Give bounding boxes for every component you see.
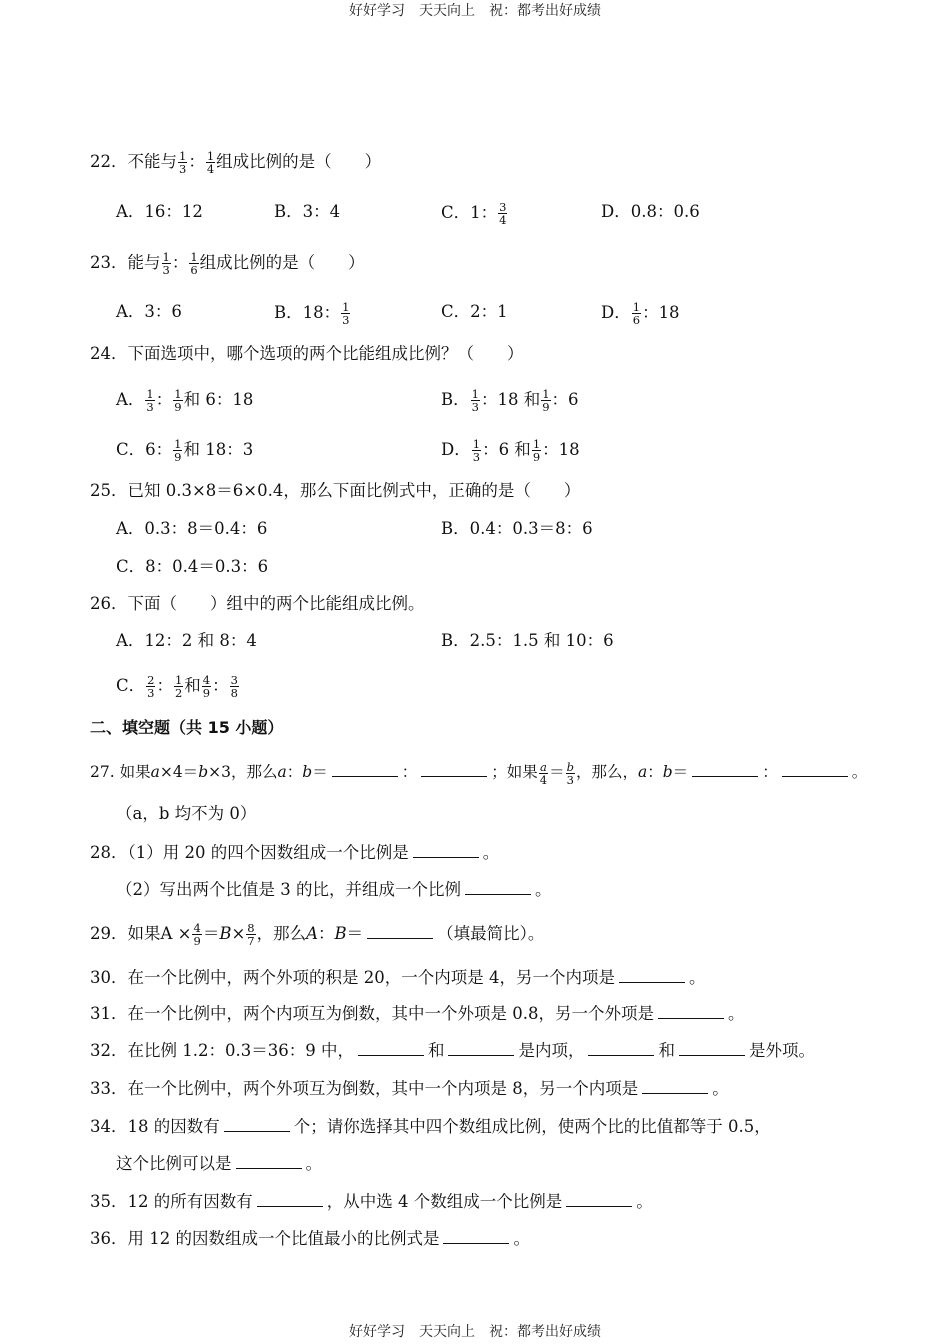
answer-blank[interactable] [588, 1039, 654, 1056]
page-header: 好好学习 天天向上 祝：都考出好成绩 [349, 3, 601, 19]
option-26-b[interactable]: B．2.5：1.5 和 10：6 [441, 631, 614, 650]
question-22: 22．不能与 $\frac{1}{3}$ ： $\frac{1}{4}$ 组成比例的是（ ） [90, 149, 382, 176]
option-24-c[interactable]: C．6： $\frac{1}{9}$ 和 18：3 [116, 437, 254, 464]
option-25-a[interactable]: A．0.3：8＝0.4：6 [116, 519, 268, 538]
page-footer: 好好学习 天天向上 祝：都考出好成绩 [349, 1324, 601, 1340]
option-25-c[interactable]: C．8：0.4＝0.3：6 [116, 557, 269, 576]
answer-blank[interactable] [448, 1039, 514, 1056]
fraction: $\frac{a}{4}$ [539, 759, 548, 787]
fraction: $\frac{1}{9}$ [174, 387, 182, 414]
question-25: 25．已知 0.3×8＝6×0.4，那么下面比例式中，正确的是（ ） [90, 481, 581, 500]
question-31: 31．在一个比例中，两个内项互为倒数，其中一个外项是 0.8，另一个外项是 。 [90, 1004, 745, 1023]
option-22-b[interactable]: B．3：4 [274, 202, 341, 221]
fraction: $\frac{8}{7}$ [247, 921, 255, 948]
option-23-d[interactable]: D． $\frac{1}{6}$ ：18 [601, 300, 680, 327]
answer-blank[interactable] [679, 1039, 745, 1056]
fraction: $\frac{2}{3}$ [147, 673, 155, 700]
answer-blank[interactable] [782, 760, 848, 777]
option-25-b[interactable]: B．0.4：0.3＝8：6 [441, 519, 593, 538]
question-23: 23．能与 $\frac{1}{3}$ ： $\frac{1}{6}$ 组成比例的是（ ） [90, 250, 365, 277]
fraction: $\frac{b}{3}$ [566, 759, 574, 787]
fraction: $\frac{4}{9}$ [193, 921, 201, 948]
question-28-part1: 28．（1）用 20 的四个因数组成一个比例是 。 [90, 843, 500, 862]
fraction: $\frac{1}{9}$ [174, 437, 182, 464]
section-title: 二、填空题（共 15 小题） [90, 718, 284, 737]
option-26-a[interactable]: A．12：2 和 8：4 [116, 631, 257, 650]
fraction: $\frac{1}{3}$ [146, 387, 154, 414]
fraction: $\frac{3}{8}$ [230, 673, 238, 700]
option-23-c[interactable]: C．2：1 [441, 302, 508, 321]
answer-blank[interactable] [236, 1152, 302, 1169]
answer-blank[interactable] [421, 760, 487, 777]
fraction: $\frac{1}{4}$ [206, 149, 215, 176]
fraction: $\frac{1}{6}$ [190, 250, 198, 277]
question-33: 33．在一个比例中，两个外项互为倒数，其中一个内项是 8，另一个内项是 。 [90, 1079, 729, 1098]
answer-blank[interactable] [642, 1077, 708, 1094]
option-24-a[interactable]: A． $\frac{1}{3}$ ： $\frac{1}{9}$ 和 6：18 [116, 387, 254, 414]
question-27: 27. 如果a×4＝b×3，那么a：b＝ ： ；如果 $\frac{a}{4}$ ＝ $\frac{b}{3}$ ，那么，a：b＝ ： 。 [90, 759, 868, 787]
question-35: 35．12 的所有因数有 ，从中选 4 个数组成一个比例是 。 [90, 1192, 653, 1211]
fraction: $\frac{1}{2}$ [174, 673, 183, 700]
fraction: $\frac{4}{9}$ [202, 673, 211, 700]
question-30: 30．在一个比例中，两个外项的积是 20，一个内项是 4，另一个内项是 。 [90, 968, 706, 987]
fraction: $\frac{1}{9}$ [542, 387, 550, 414]
question-27-note: （a，b 均不为 0） [116, 804, 257, 823]
fraction: $\frac{1}{3}$ [471, 387, 479, 414]
answer-blank[interactable] [465, 878, 531, 895]
question-29: 29．如果A × $\frac{4}{9}$ ＝B× $\frac{8}{7}$ ，那么A：B＝ （填最简比）。 [90, 921, 545, 948]
fraction: $\frac{1}{6}$ [632, 300, 641, 327]
option-26-c[interactable]: C． $\frac{2}{3}$ ： $\frac{1}{2}$ 和 $\frac{4}{9}$ ： $\frac{3}{8}$ [116, 673, 238, 700]
option-23-b[interactable]: B．18： $\frac{1}{3}$ [274, 300, 350, 327]
answer-blank[interactable] [332, 760, 398, 777]
fraction: $\frac{1}{3}$ [162, 250, 170, 277]
question-36: 36．用 12 的因数组成一个比值最小的比例式是 。 [90, 1229, 530, 1248]
question-32: 32．在比例 1.2：0.3＝36：9 中， 和 是内项， 和 是外项。 [90, 1041, 815, 1060]
fraction: $\frac{3}{4}$ [499, 200, 507, 227]
option-24-d[interactable]: D． $\frac{1}{3}$ ：6 和 $\frac{1}{9}$ ：18 [441, 437, 580, 464]
question-24: 24．下面选项中，哪个选项的两个比能组成比例？（ ） [90, 344, 524, 363]
answer-blank[interactable] [566, 1190, 632, 1207]
answer-blank[interactable] [367, 922, 433, 939]
fraction: $\frac{1}{9}$ [532, 437, 541, 464]
answer-blank[interactable] [257, 1190, 323, 1207]
fraction: $\frac{1}{3}$ [472, 437, 481, 464]
answer-blank[interactable] [692, 760, 758, 777]
option-22-a[interactable]: A．16：12 [116, 202, 203, 221]
fraction: $\frac{1}{3}$ [342, 300, 350, 327]
option-22-d[interactable]: D．0.8：0.6 [601, 202, 700, 221]
question-28-part2: （2）写出两个比值是 3 的比，并组成一个比例 。 [116, 880, 552, 899]
answer-blank[interactable] [658, 1002, 724, 1019]
question-34-continued: 这个比例可以是 。 [116, 1154, 322, 1173]
option-22-c[interactable]: C．1： $\frac{3}{4}$ [441, 200, 507, 227]
answer-blank[interactable] [619, 966, 685, 983]
answer-blank[interactable] [443, 1227, 509, 1244]
answer-blank[interactable] [224, 1115, 290, 1132]
option-24-b[interactable]: B． $\frac{1}{3}$ ：18 和 $\frac{1}{9}$ ：6 [441, 387, 579, 414]
question-34: 34．18 的因数有 个；请你选择其中四个数组成比例，使两个比的比值都等于 0.5， [90, 1117, 771, 1136]
answer-blank[interactable] [413, 841, 479, 858]
answer-blank[interactable] [358, 1039, 424, 1056]
fraction: $\frac{1}{3}$ [179, 149, 187, 176]
option-23-a[interactable]: A．3：6 [116, 302, 182, 321]
question-26: 26．下面（ ）组中的两个比能组成比例。 [90, 594, 425, 613]
